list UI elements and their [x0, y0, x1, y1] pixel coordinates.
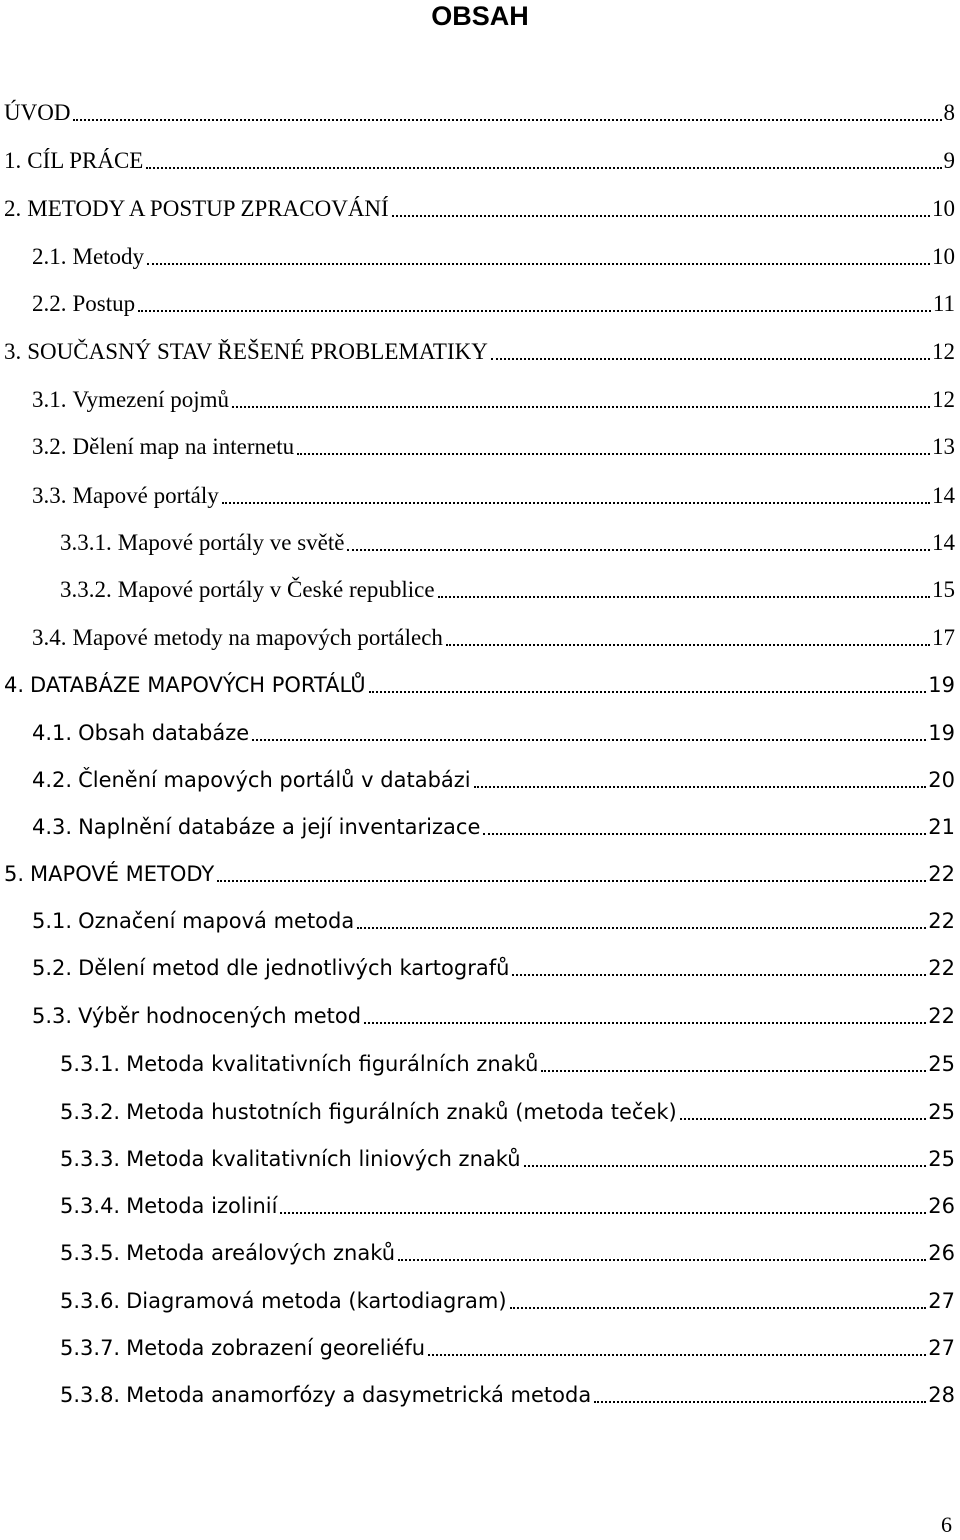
toc-entry-label: Metody [72, 244, 145, 269]
toc-entry[interactable] [32, 383, 955, 413]
dot-leader [541, 1070, 926, 1072]
toc-entry-page: 25 [928, 1100, 955, 1124]
toc-entry-page: 22 [928, 909, 955, 933]
toc-entry-page: 8 [943, 100, 955, 125]
toc-entry-page: 22 [928, 1004, 955, 1028]
toc-entry-page: 25 [928, 1052, 955, 1076]
toc-entry-label: CÍL PRÁCE [27, 148, 144, 173]
toc-entry-label: DATABÁZE MAPOVÝCH PORTÁLŮ [30, 673, 366, 697]
toc-entry-label: Postup [72, 291, 136, 316]
toc-entry-label: Označení mapová metoda [78, 909, 355, 933]
toc-entry-page: 10 [932, 196, 955, 221]
toc-entry[interactable] [60, 1284, 955, 1314]
toc-entry-label: Mapové portály ve světě [117, 530, 345, 555]
toc-entry[interactable] [60, 1047, 955, 1077]
toc-entry-number: 3.3.2. [60, 577, 112, 602]
toc-entry-page: 15 [932, 577, 955, 602]
toc-entry-label: Mapové portály [72, 483, 219, 508]
toc-entry-number: 5.3.2. [60, 1100, 121, 1124]
toc-entry[interactable] [4, 335, 955, 365]
toc-entry-label: Metoda areálových znaků [126, 1241, 396, 1265]
toc-entry[interactable] [60, 526, 955, 556]
dot-leader [524, 1165, 927, 1167]
toc-entry[interactable] [32, 430, 955, 460]
dot-leader [347, 549, 930, 551]
toc-entry-page: 14 [932, 483, 955, 508]
toc-entry-label: Obsah databáze [78, 721, 250, 745]
toc-entry[interactable] [4, 144, 955, 174]
dot-leader [398, 1259, 926, 1261]
toc-entry[interactable] [32, 479, 955, 509]
toc-entry-page: 11 [932, 291, 955, 316]
toc-entry-number: 3.1. [32, 387, 67, 412]
toc-entry-label: Vymezení pojmů [72, 387, 229, 412]
dot-leader [222, 502, 930, 504]
dot-leader [491, 358, 930, 360]
dot-leader [474, 786, 927, 788]
toc-entry-label: Metoda hustotních figurálních znaků (metoda teček) [126, 1100, 677, 1124]
toc-entry-label: Metoda izolinií [126, 1194, 278, 1218]
dot-leader [297, 453, 930, 455]
toc-entry-number: 3.3.1. [60, 530, 112, 555]
toc-entry-number: 4.3. [32, 815, 73, 839]
toc-entry-number: 2.1. [32, 244, 67, 269]
toc-entry[interactable] [60, 1378, 955, 1408]
toc-entry-number: 5.3.1. [60, 1052, 121, 1076]
toc-entry-number: 4.2. [32, 768, 73, 792]
dot-leader [510, 1307, 927, 1309]
toc-entry-label: Naplnění databáze a její inventarizace [78, 815, 481, 839]
toc-entry[interactable] [32, 904, 955, 934]
toc-entry-page: 19 [928, 721, 955, 745]
toc-entry-number: 5.3. [32, 1004, 73, 1028]
toc-entry-page: 13 [932, 434, 955, 459]
toc-entry-page: 20 [928, 768, 955, 792]
toc-entry[interactable] [32, 810, 955, 840]
toc-entry-label: Výběr hodnocených metod [78, 1004, 362, 1028]
toc-entry-label: Metoda zobrazení georeliéfu [126, 1336, 426, 1360]
footer-page-number: 6 [941, 1512, 952, 1537]
toc-entry[interactable] [32, 716, 955, 746]
toc-entry-label: SOUČASNÝ STAV ŘEŠENÉ PROBLEMATIKY [27, 339, 488, 364]
toc-entry-number: 3.4. [32, 625, 67, 650]
toc-entry-number: 5.3.7. [60, 1336, 121, 1360]
dot-leader [147, 263, 930, 265]
toc-entry-page: 10 [932, 244, 955, 269]
toc-entry-number: 3.2. [32, 434, 67, 459]
toc-entry-number: 5.2. [32, 956, 73, 980]
toc-entry[interactable] [60, 1142, 955, 1172]
toc-entry-number: 5.3.3. [60, 1147, 121, 1171]
toc-entry[interactable] [4, 192, 955, 222]
dot-leader [217, 880, 926, 882]
dot-leader [73, 119, 941, 121]
toc-entry-page: 12 [932, 387, 955, 412]
toc-entry-number: 5.3.6. [60, 1289, 121, 1313]
toc-entry-number: 1. [4, 148, 22, 173]
dot-leader [680, 1118, 927, 1120]
dot-leader [483, 833, 926, 835]
dot-leader [146, 167, 941, 169]
toc-entry[interactable] [4, 668, 955, 698]
toc-entry-page: 19 [928, 673, 955, 697]
toc-entry[interactable] [32, 999, 955, 1029]
toc-entry-number: 5.1. [32, 909, 73, 933]
dot-leader [280, 1212, 926, 1214]
toc-entry-page: 9 [943, 148, 955, 173]
toc-entry[interactable] [32, 621, 955, 651]
toc-entry[interactable] [32, 763, 955, 793]
toc-entry-number: 5.3.4. [60, 1194, 121, 1218]
toc-entry-page: 14 [932, 530, 955, 555]
toc-entry-number: 5.3.8. [60, 1383, 121, 1407]
dot-leader [232, 406, 930, 408]
toc-entry-label: METODY A POSTUP ZPRACOVÁNÍ [27, 196, 389, 221]
toc-entry-label: MAPOVÉ METODY [30, 862, 215, 886]
toc-entry-number: 4.1. [32, 721, 73, 745]
toc-entry[interactable] [32, 951, 955, 981]
toc-entry-page: 27 [928, 1336, 955, 1360]
toc-entry-page: 17 [932, 625, 955, 650]
toc-entry[interactable] [32, 240, 955, 270]
toc-entry-page: 22 [928, 862, 955, 886]
toc-entry-page: 26 [928, 1194, 955, 1218]
toc-entry-number: 3.3. [32, 483, 67, 508]
toc-entry-label: Dělení metod dle jednotlivých kartografů [78, 956, 510, 980]
toc-entry-page: 25 [928, 1147, 955, 1171]
dot-leader [364, 1022, 926, 1024]
toc-entry-number: ÚVOD [4, 100, 71, 125]
dot-leader [357, 927, 926, 929]
toc-entry-page: 26 [928, 1241, 955, 1265]
toc-entry-number: 3. [4, 339, 22, 364]
toc-entry-label: Členění mapových portálů v databázi [78, 768, 471, 792]
toc-entry-label: Mapové metody na mapových portálech [72, 625, 443, 650]
dot-leader [369, 691, 927, 693]
toc-entry[interactable] [32, 287, 955, 317]
toc-entry-label: Metoda anamorfózy a dasymetrická metoda [126, 1383, 592, 1407]
dot-leader [594, 1401, 926, 1403]
dot-leader [512, 974, 926, 976]
toc-entry-number: 2.2. [32, 291, 67, 316]
toc-entry-number: 4. [4, 673, 25, 697]
dot-leader [446, 644, 930, 646]
toc-entry-label: Diagramová metoda (kartodiagram) [126, 1289, 507, 1313]
toc-entry-page: 22 [928, 956, 955, 980]
toc-entry-number: 5. [4, 862, 25, 886]
toc-entry-number: 2. [4, 196, 22, 221]
toc-entry-number: 5.3.5. [60, 1241, 121, 1265]
toc-entry-page: 21 [928, 815, 955, 839]
toc-entry-label: Dělení map na internetu [72, 434, 295, 459]
toc-entry-label: Metoda kvalitativních liniových znaků [126, 1147, 521, 1171]
toc-entry[interactable] [60, 1331, 955, 1361]
dot-leader [438, 596, 930, 598]
dot-leader [392, 215, 930, 217]
toc-entry-page: 28 [928, 1383, 955, 1407]
page-title: OBSAH [431, 1, 529, 31]
dot-leader [252, 739, 926, 741]
toc-entry[interactable] [4, 857, 955, 887]
toc-entry-page: 12 [932, 339, 955, 364]
toc-entry[interactable] [60, 573, 955, 603]
toc-entry[interactable] [60, 1236, 955, 1266]
toc-entry-label: Mapové portály v České republice [117, 577, 435, 602]
toc-entry[interactable] [4, 96, 955, 126]
toc-entry-label: Metoda kvalitativních figurálních znaků [126, 1052, 539, 1076]
toc-entry[interactable] [60, 1189, 955, 1219]
toc-entry[interactable] [60, 1095, 955, 1125]
toc-entry-page: 27 [928, 1289, 955, 1313]
dot-leader [428, 1354, 926, 1356]
dot-leader [138, 310, 931, 312]
